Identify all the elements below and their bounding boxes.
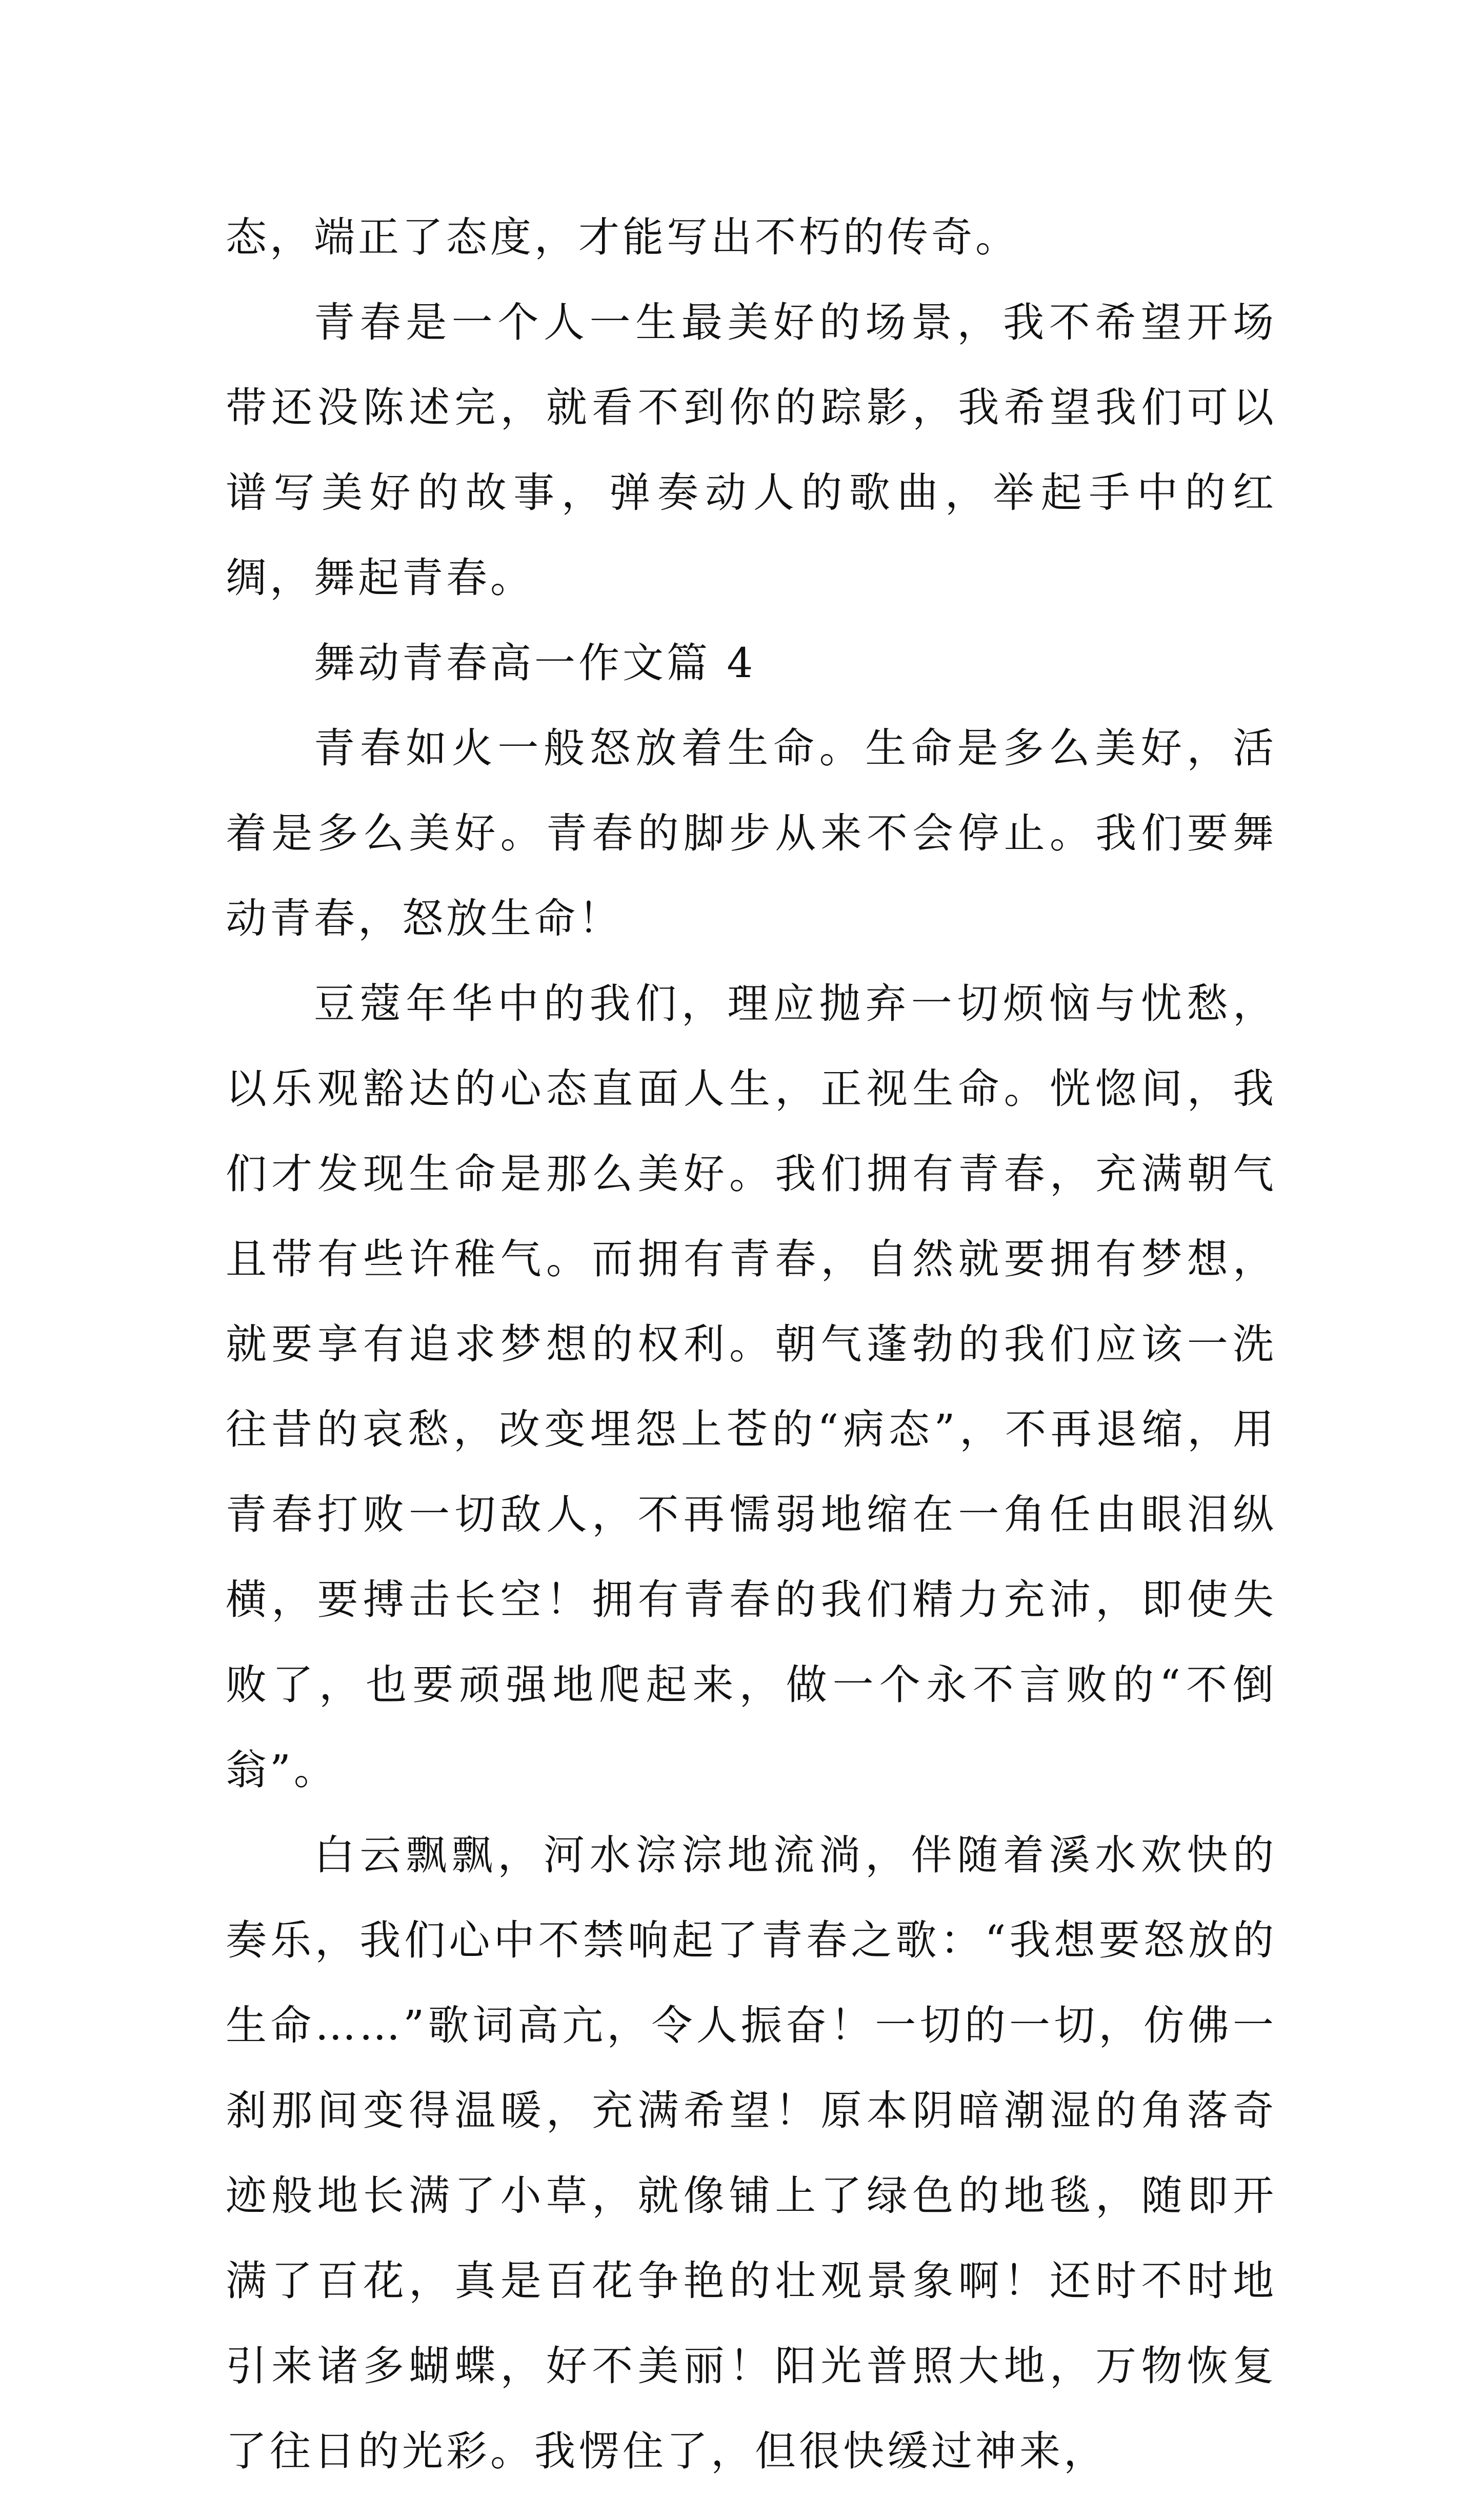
- paragraph: 豆蔻年华中的我们，理应抛弃一切烦恼与忧愁，以乐观豁达的心态直面人生，正视生命。恍惚间，我们才发现生命是那么美好。我们拥有青春，充满朝气且带有些许稚气。而拥有青春，自然就要拥有梦想，就要享有追求梦想的权利。朝气蓬勃的我们应该一洗往昔的哀愁，改变埋怨上苍的“病态”，不再退缩，用青春打败一切敌人，不再懦弱地缩在一角任由眼泪纵横，要搏击长空！拥有青春的我们精力充沛，即使失败了，也要顽强地爬起来，做一个永不言败的“不倒翁”。: [226, 980, 1277, 1794]
- paragraph: 白云飘飘，河水淙淙地流淌，伴随着溪水欢快的奏乐，我们心中不禁响起了青春之歌：“我想要怒放的生命……”歌词高亢，令人振奋！一切的一切，仿佛一刹那间变得温暖，充满希望！原本阴暗潮湿的角落奇迹般地长满了小草，就像铺上了绿色的地毯，随即开满了百花，真是百花争艳的壮观景象啊！还时不时地引来诸多蝴蝶，好不美丽！阳光普照大地，万物恢复了往日的光彩。我愣住了，但很快缓过神来，: [226, 1831, 1277, 2475]
- paragraph-continuation: 态，端正了态度，才能写出不朽的传奇。: [226, 213, 1019, 261]
- paragraph: 青春是一个人一生最美好的场景，我不希望开场带还没陈述完，就看不到你的踪影，我希望我们可以谱写美好的故事，弹奏动人的歌曲，举起手中的红绸，舞起青春。: [226, 299, 1277, 602]
- document-body: [226, 195, 1277, 2494]
- section-heading: 舞动青春高一作文篇 4: [314, 639, 756, 687]
- paragraph: 青春如火一般怒放着生命。生命是多么美好，活着是多么美好。青春的脚步从来不会停止。我们要舞动青春，怒放生命！: [226, 724, 1277, 942]
